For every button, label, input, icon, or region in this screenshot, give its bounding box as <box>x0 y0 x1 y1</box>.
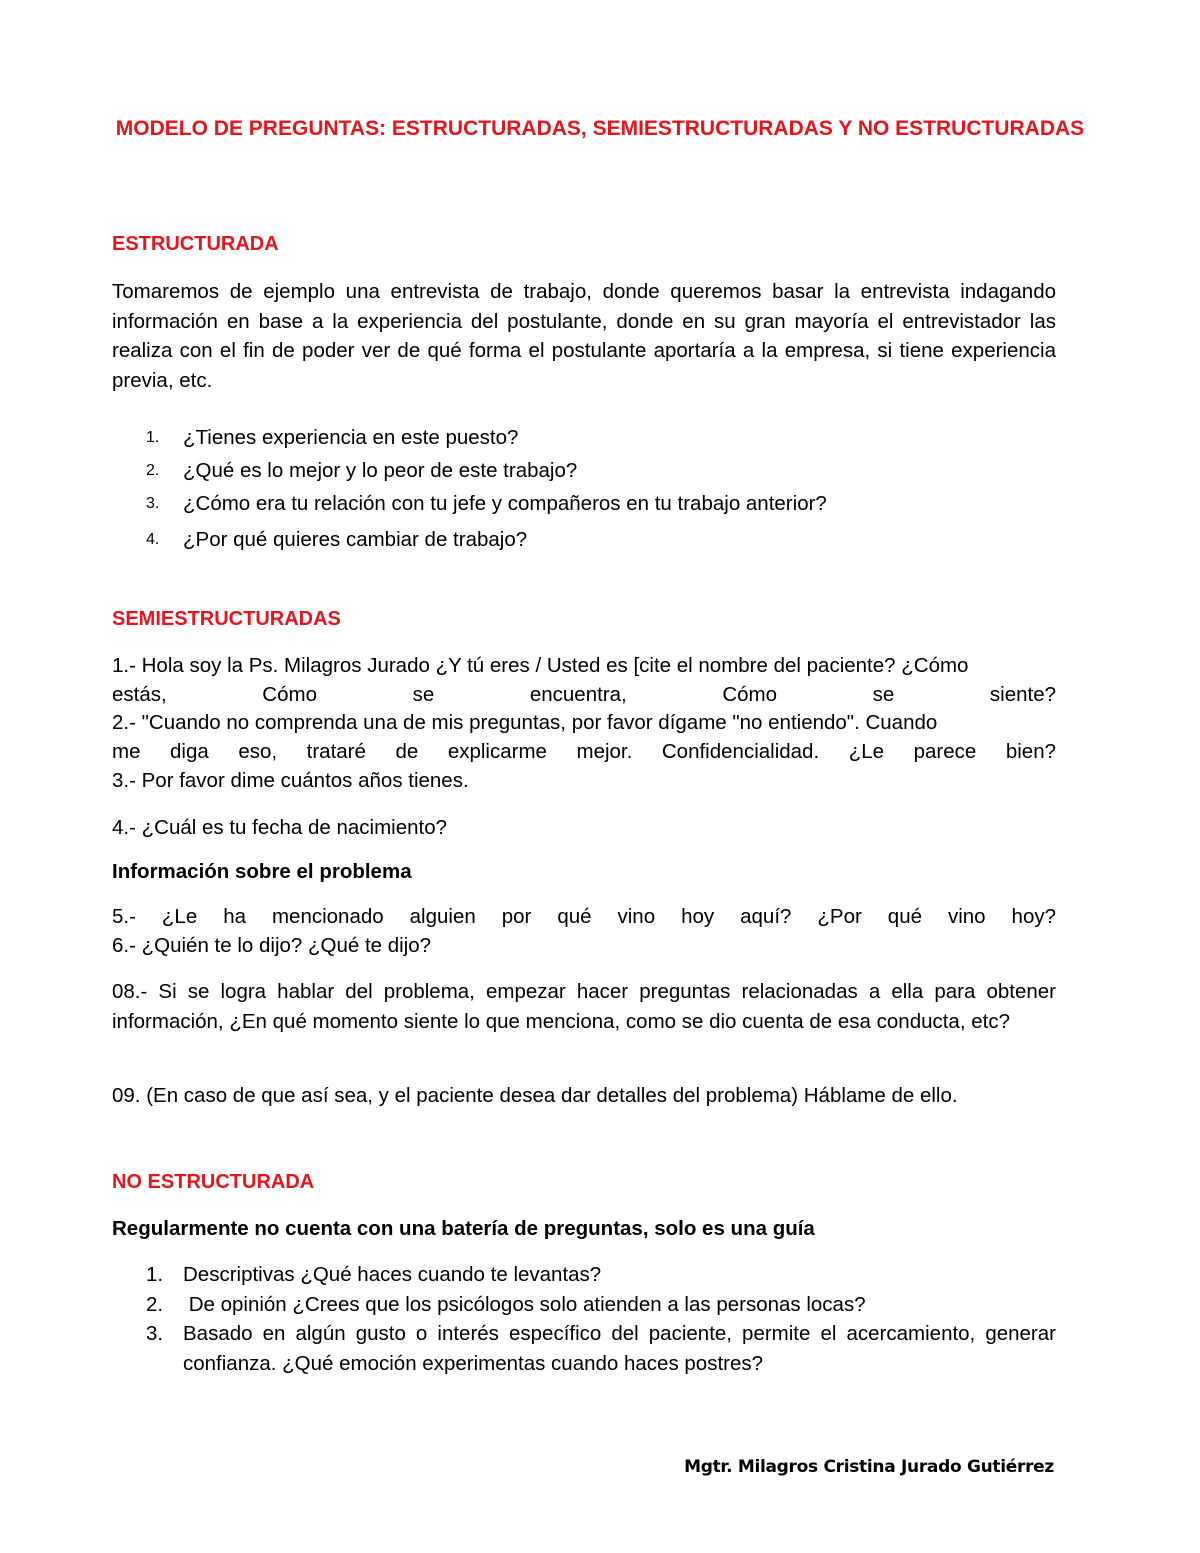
semi-question-2b: me diga eso, trataré de explicarme mejor. Confidencialidad. ¿Le parece bien? <box>112 740 1056 763</box>
semi-question-6: 6.- ¿Quién te lo dijo? ¿Qué te dijo? <box>112 934 432 957</box>
section-heading-estructurada: ESTRUCTURADA <box>112 233 279 255</box>
footer-author: Mgtr. Milagros Cristina Jurado Gutiérrez <box>684 1457 1054 1477</box>
semi-question-4: 4.- ¿Cuál es tu fecha de nacimiento? <box>112 816 448 839</box>
list-number: 3. <box>146 495 160 512</box>
section-heading-semiestructuradas: SEMIESTRUCTURADAS <box>112 608 341 630</box>
list-number: 4. <box>146 531 160 548</box>
semi-question-8: 08.- Si se logra hablar del problema, empezar hacer preguntas relacionadas a ella para obtener información, ¿En qué momento siente lo que menciona, como se dio cuenta de esa conducta, etc? <box>112 980 1056 1033</box>
list-text: ¿Tienes experiencia en este puesto? <box>183 426 519 449</box>
list-number: 1. <box>146 1263 164 1286</box>
semi-question-2a: 2.- "Cuando no comprenda una de mis preguntas, por favor dígame "no entiendo". Cuando <box>112 711 938 734</box>
list-text: Descriptivas ¿Qué haces cuando te levantas? <box>183 1263 602 1286</box>
list-number: 3. <box>146 1322 164 1345</box>
list-text: De opinión ¿Crees que los psicólogos solo atienden a las personas locas? <box>183 1293 866 1316</box>
semi-subheading: Información sobre el problema <box>112 860 412 883</box>
semi-question-1a: 1.- Hola soy la Ps. Milagros Jurado ¿Y tú eres / Usted es [cite el nombre del paciente? ¿Cómo <box>112 654 969 677</box>
list-text: ¿Qué es lo mejor y lo peor de este trabajo? <box>183 459 578 482</box>
semi-question-3: 3.- Por favor dime cuántos años tienes. <box>112 769 469 792</box>
list-number: 1. <box>146 429 160 446</box>
list-number: 2. <box>146 1293 164 1316</box>
estructurada-intro: Tomaremos de ejemplo una entrevista de trabajo, donde queremos basar la entrevista indagando información en base a la experiencia del postulante, donde en su gran mayoría el entrevistador las realiza con el fin de poder ver de qué forma el postulante aportaría a la empresa, si tiene experiencia previa, etc. <box>112 280 1056 392</box>
list-text: ¿Por qué quieres cambiar de trabajo? <box>183 528 528 551</box>
list-text: Basado en algún gusto o interés específico del paciente, permite el acercamiento, generar confianza. ¿Qué emoción experimentas cuando haces postres? <box>183 1322 1056 1375</box>
semi-question-1b: estás, Cómo se encuentra, Cómo se siente? <box>112 683 1056 706</box>
semi-question-5: 5.- ¿Le ha mencionado alguien por qué vino hoy aquí? ¿Por qué vino hoy? <box>112 905 1056 928</box>
section-heading-no-estructurada: NO ESTRUCTURADA <box>112 1171 315 1193</box>
no-estructurada-subheading: Regularmente no cuenta con una batería de preguntas, solo es una guía <box>112 1217 815 1240</box>
semi-question-9: 09. (En caso de que así sea, y el paciente desea dar detalles del problema) Háblame de ello. <box>112 1084 958 1107</box>
document-title: MODELO DE PREGUNTAS: ESTRUCTURADAS, SEMIESTRUCTURADAS Y NO ESTRUCTURADAS <box>115 117 1085 140</box>
list-number: 2. <box>146 462 160 479</box>
list-text: ¿Cómo era tu relación con tu jefe y compañeros en tu trabajo anterior? <box>183 492 827 515</box>
